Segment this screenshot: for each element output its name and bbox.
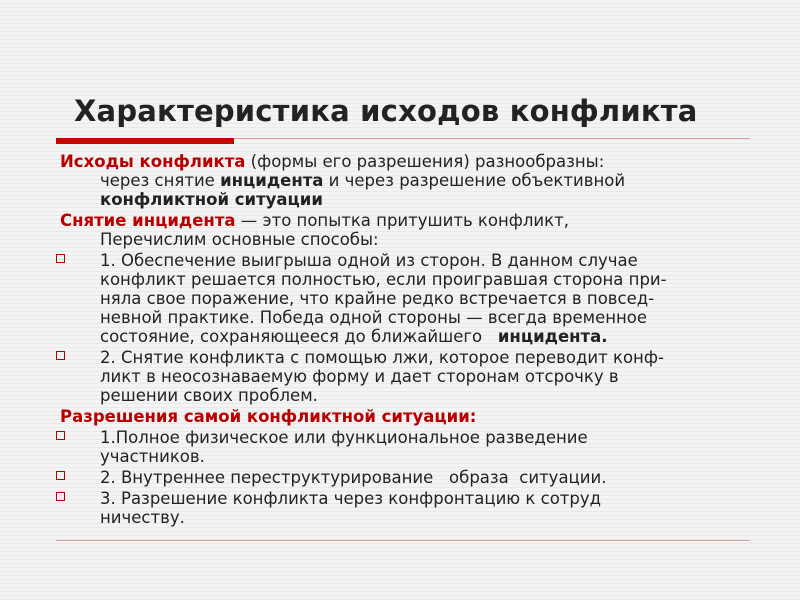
square-bullet-icon xyxy=(56,254,65,263)
list-item xyxy=(54,348,754,405)
square-bullet-icon xyxy=(56,492,65,501)
bullet-line: ничеству. xyxy=(100,508,185,527)
incident-rest: — это попытка притушить конфликт, xyxy=(235,211,569,230)
bullet-line: ликт в неосознаваемую форму и дает сторонам отсрочку в xyxy=(100,367,619,386)
list-item xyxy=(54,428,754,466)
bullet-line: конфликт решается полностью, если проигравшая сторона при- xyxy=(100,270,667,289)
list-item xyxy=(54,489,754,527)
bullet-line: состояние, сохраняющееся до ближайшего xyxy=(100,327,498,346)
bullet-bold-word: инцидента. xyxy=(497,327,608,346)
incident-line2: Перечислим основные способы: xyxy=(100,230,379,249)
incident-lead: Снятие инцидента xyxy=(60,211,236,230)
bullet-line: невной практике. Победа одной стороны — всегда временное xyxy=(100,308,648,327)
outcomes-lead: Исходы конфликта xyxy=(60,152,246,171)
outcomes-line2-a: через снятие xyxy=(100,171,221,190)
bullet-line: 2. Снятие конфликта с помощью лжи, которое переводит конф- xyxy=(100,348,664,367)
outcomes-rest: (формы его разрешения) разнообразны: xyxy=(245,152,605,171)
bullet-line: 3. Разрешение конфликта через конфронтацию к сотруд xyxy=(100,489,602,508)
outcomes-line3: конфликтной ситуации xyxy=(100,190,323,209)
square-bullet-icon xyxy=(56,431,65,440)
paragraph-situation-resolution xyxy=(54,407,754,426)
bullet-line: решении своих проблем. xyxy=(100,386,318,405)
bullet-line: 1. Обеспечение выигрыша одной из сторон. В данном случае xyxy=(100,251,638,270)
bullet-line: участников. xyxy=(100,447,205,466)
title-accent-bar xyxy=(56,138,234,144)
paragraph-incident-removal xyxy=(54,211,754,249)
square-bullet-icon xyxy=(56,471,65,480)
bottom-divider xyxy=(56,540,750,541)
paragraph-outcomes xyxy=(54,152,754,209)
bullet-line: 1.Полное физическое или функциональное разведение xyxy=(100,428,588,447)
slide-title: Характеристика исходов конфликта xyxy=(74,94,698,128)
list-item xyxy=(54,251,754,346)
slide-content xyxy=(54,152,754,527)
list-item xyxy=(54,468,754,487)
resolution-lead: Разрешения самой конфликтной ситуации: xyxy=(60,407,477,426)
outcomes-line2-b: инцидента xyxy=(220,171,324,190)
bullet-line: няла свое поражение, что крайне редко встречается в повсед- xyxy=(100,289,655,308)
bullet-line: 2. Внутреннее переструктурирование образа ситуации. xyxy=(100,468,607,487)
outcomes-line2-c: и через разрешение объективной xyxy=(323,171,626,190)
square-bullet-icon xyxy=(56,351,65,360)
